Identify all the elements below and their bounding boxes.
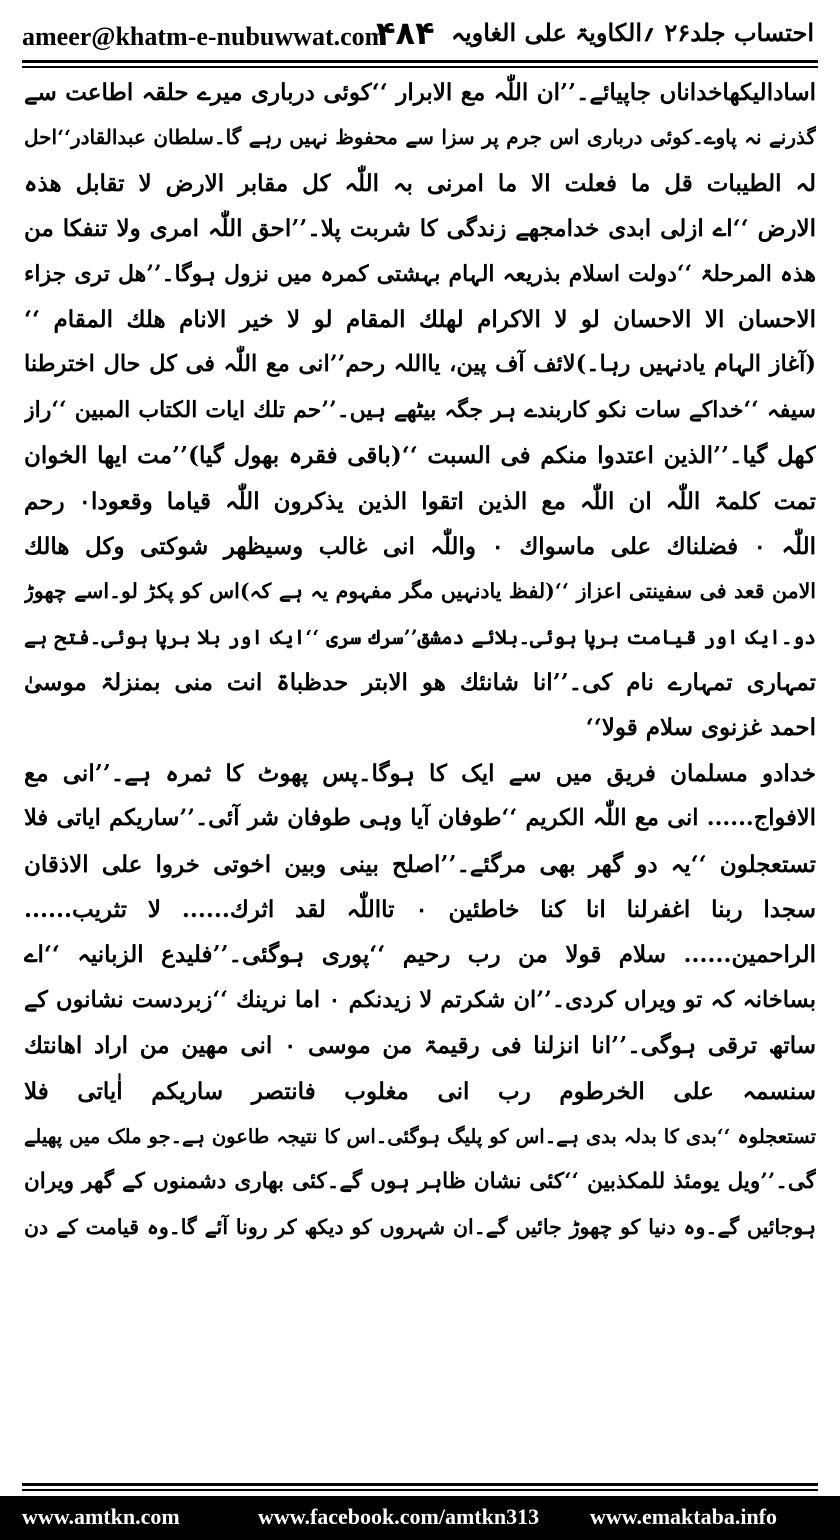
text-line: الراحمین...... سلام قولا من رب رحیم ‘‘پوری ہوگئی۔’’فلیدع الزبانیہ ‘‘اے	[24, 941, 816, 969]
text-line: تمہاری تمہارے نام کی۔’’انا شانئك ھو الابتر حدظباۃ انت منی بمنزلۃ موسیٰ	[24, 669, 816, 697]
text-line: الافواج...... انی مع اللّٰہ الکریم ‘‘طوفان آیا وہی طوفان شر آئی۔’’ساریکم ایاتی فلا	[24, 805, 816, 832]
page-body	[24, 70, 816, 1250]
text-line: الاحسان الا الاحسان لو لا الاکرام لھلك المقام لو لا خیر الانام ھلك المقام ‘‘	[24, 305, 816, 333]
text-line: ہوجائیں گے۔وہ دنیا کو چھوڑ جائیں گے۔ان شہروں کو دیکھ کر رونا آئے گا۔وہ قیامت کے دن	[24, 1214, 816, 1239]
text-line: احمد غزنوی سلام قولا‘‘	[585, 714, 816, 742]
text-line: تستعجلوہ ‘‘بدی کا بدلہ بدی ہے۔اس کو پلیگ ہوگئی۔اس کا نتیجہ طاعون ہے۔جو ملک میں پھیلے	[24, 1124, 816, 1148]
footer-link-emaktaba[interactable]: www.emaktaba.info	[590, 1504, 778, 1529]
text-line: گذرنے نہ پاوے۔کوئی درباری اس جرم پر سزا سے محفوظ نہیں رہے گا۔سلطان عبدالقادر‘‘احل	[24, 125, 816, 150]
header-rule-thin	[22, 66, 818, 68]
text-line: سجدا ربنا اغفرلنا انا کنا خاطئین ۰ تااللّٰہ لقد اثرك...... لا تثریب......	[24, 896, 816, 924]
page-number: ۴۸۴	[376, 14, 435, 52]
text-line: (آغاز الہام یادنہیں رہا۔)لائف آف پین، یااللہ رحم’’انی مع اللّٰہ فی کل حال اخترطنا	[24, 351, 816, 378]
text-line: الارض ‘‘اے ازلی ابدی خدامجھے زندگی کا شربت پلا۔’’احق اللّٰہ امری ولا تنفکا من	[24, 215, 816, 243]
text-line: تستعجلون ‘‘یہ دو گھر بھی مرگئے۔’’اصلح بینی وبین اخوتی خروا علی الاذقان	[24, 850, 816, 878]
page-footer	[0, 1496, 840, 1540]
text-line: تمت کلمۃ اللّٰہ ان اللّٰہ مع الذین اتقوا الذین یذکرون اللّٰہ قیاما وقعودا۰ رحم	[24, 487, 816, 515]
text-line: ساتھ ترقی ہوگی۔’’انا انزلنا فی رقیمۃ من موسی ۰ انی مھین من اراد اھانتك	[24, 1032, 816, 1060]
text-line: دو۔ایک اور قیامت برپا ہوئی۔بلائے دمشق’’سرك سری ‘‘ایک اور بلا برپا ہوئی۔فتح ہے	[24, 624, 816, 649]
text-line: بساخانہ کہ تو ویراں کردی۔’’ان شکرتم لا زیدنکم ۰ اما نرینك ‘‘زبردست نشانوں کے	[24, 986, 816, 1013]
footer-rule-thin	[22, 1489, 818, 1491]
header-rule	[22, 60, 818, 63]
running-title: احتساب جلد۲۶ ؍الکاویۃ علی الغاویہ	[450, 18, 814, 47]
text-line: لہ الطیبات قل ما فعلت الا ما امرنی بہ اللّٰہ کل مقابر الارض لا تقابل ھذہ	[24, 169, 816, 197]
footer-link-facebook[interactable]: www.facebook.com/amtkn313	[258, 1504, 540, 1529]
footer-link-amtkn[interactable]: www.amtkn.com	[22, 1504, 180, 1529]
page-header	[0, 0, 840, 64]
text-line: اللّٰہ ۰ فضلناك علی ماسواك ۰ واللّٰہ انی غالب وسیظھر شوکتی وکل ھالك	[24, 532, 816, 560]
text-line: سیفہ ‘‘خداکے سات نکو کاربندے ہر جگہ بیٹھے ہیں۔’’حم تلك ایات الکتاب المبین ‘‘راز	[24, 396, 816, 423]
footer-rule	[22, 1483, 818, 1486]
text-line: ھذہ المرحلۃ ‘‘دولت اسلام بذریعہ الہام بہشتی کمرہ میں نزول ہوگا۔’’ھل تری جزاء	[24, 260, 816, 287]
text-line: کھل گیا۔’’الذین اعتدوا منکم فی السبت ‘‘(باقی فقرہ بھول گیا)’’مت ایھا الخوان	[24, 442, 816, 470]
text-line: گی۔’’ویل یومئذ للمکذبین ‘‘کئی نشان ظاہر ہوں گے۔کئی بھاری دشمنوں کے گھر ویران	[24, 1169, 816, 1195]
text-line: سنسمہ علی الخرطوم رب انی مغلوب فانتصر ساریکم اٰیاتی فلا	[24, 1077, 816, 1105]
text-line: اسادالیکھاخداناں جاپیائے۔’’ان اللّٰہ مع الابرار ‘‘کوئی درباری میرے حلقہ اطاعت سے	[24, 79, 816, 106]
header-email: ameer@khatm-e-nubuwwat.com	[22, 22, 387, 51]
text-line: خدادو مسلمان فریق میں سے ایک کا ہوگا۔پس پھوٹ کا ثمرہ ہے۔’’انی مع	[24, 759, 816, 787]
text-line: الامن قعد فی سفینتی اعزاز ‘‘(لفظ یادنہیں مگر مفہوم یہ ہے کہ)اس کو پکڑ لو۔اسے چھوڑ	[24, 579, 816, 604]
